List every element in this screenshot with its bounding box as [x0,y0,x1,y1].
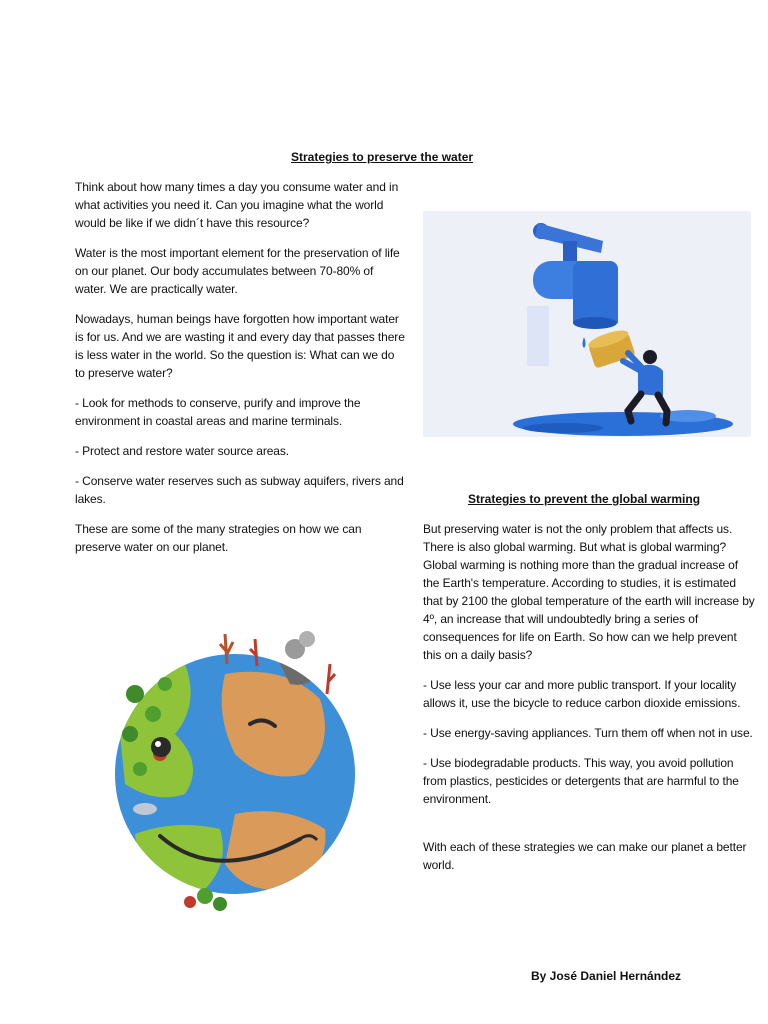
water-paragraph: Nowadays, human beings have forgotten how important water is for us. And we are wasting it and every day that passes there is less water in the world. So the question is: What can we do to preserve water? [75,312,405,380]
water-section-title: Strategies to preserve the water [291,150,474,164]
warming-bullet: - Use biodegradable products. This way, you avoid pollution from plastics, pesticides or detergents that are harmful to the environment. [423,756,739,806]
warming-paragraph: But preserving water is not the only problem that affects us. There is also global warming. But what is global warming? Global warming is nothing more than the gradual increase of the Earth's temperature. According to studies, it is estimated that by 2100 the global temperature of the earth will increase by 4º, an increase that will undoubtedly bring a series of consequences for life on Earth. So how can we help prevent this on a daily basis? [423,522,755,662]
warming-section-body [423,520,756,886]
water-section-body [75,178,405,568]
water-bullet: - Look for methods to conserve, purify and improve the environment in coastal areas and marine terminals. [75,396,361,428]
water-paragraph: These are some of the many strategies on how we can preserve water on our planet. [75,522,362,554]
faucet-illustration [423,211,751,437]
water-paragraph: Water is the most important element for the preservation of life on our planet. Our body accumulates between 70-80% of water. We are practically water. [75,246,400,296]
water-paragraph: Think about how many times a day you consume water and in what activities you need it. Can you imagine what the world would be like if we didn´t have this resource? [75,180,399,230]
warming-bullet: - Use energy-saving appliances. Turn them off when not in use. [423,726,753,740]
water-bullet: - Protect and restore water source areas. [75,444,289,458]
warming-section-title: Strategies to prevent the global warming [468,492,701,506]
warming-closing: With each of these strategies we can make our planet a better world. [423,840,747,872]
author-signature: By José Daniel Hernández [531,969,682,983]
water-bullet: - Conserve water reserves such as subway aquifers, rivers and lakes. [75,474,404,506]
warming-bullet: - Use less your car and more public transport. If your locality allows it, use the bicycle to reduce carbon dioxide emissions. [423,678,741,710]
earth-illustration [105,604,365,922]
